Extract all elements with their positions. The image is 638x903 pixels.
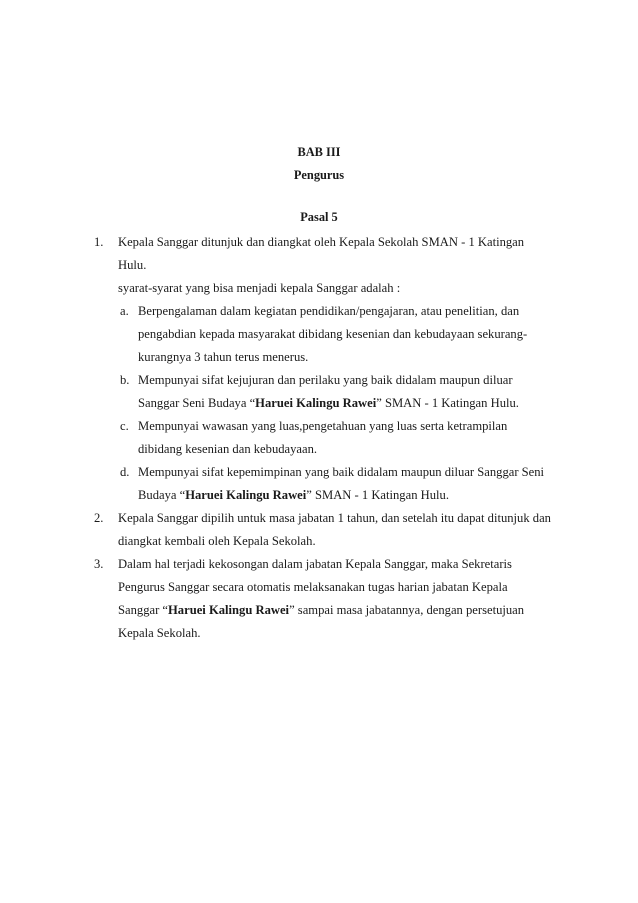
- chapter-heading: BAB III: [297, 145, 341, 159]
- list-item-text: Kepala Sekolah.: [118, 626, 201, 640]
- sublist-marker: b.: [120, 373, 130, 387]
- sanggar-name: Haruei Kalingu Rawei: [168, 603, 290, 617]
- list-marker: 1.: [94, 235, 104, 249]
- list-item-text: Pengurus Sanggar secara otomatis melaksanakan tugas harian jabatan Kepala: [118, 580, 508, 594]
- sublist-item-text: Mempunyai sifat kejujuran dan perilaku yang baik didalam maupun diluar: [138, 373, 513, 387]
- sublist-item-text: Budaya “Haruei Kalingu Rawei” SMAN - 1 Katingan Hulu.: [138, 488, 449, 502]
- sublist-item-text: Mempunyai wawasan yang luas,pengetahuan yang luas serta ketrampilan: [138, 419, 508, 433]
- sublist-marker: d.: [120, 465, 130, 479]
- sublist-item-text: pengabdian kepada masyarakat dibidang kesenian dan kebudayaan sekurang-: [138, 327, 528, 341]
- sublist-item-text: Mempunyai sifat kepemimpinan yang baik didalam maupun diluar Sanggar Seni: [138, 465, 545, 479]
- list-item-text: Hulu.: [118, 258, 147, 272]
- list-item-text: syarat-syarat yang bisa menjadi kepala Sanggar adalah :: [118, 281, 401, 295]
- chapter-title: Pengurus: [293, 168, 345, 182]
- list-item-text: Kepala Sanggar ditunjuk dan diangkat oleh Kepala Sekolah SMAN - 1 Katingan: [118, 235, 525, 249]
- sublist-marker: c.: [120, 419, 129, 433]
- sublist-item-text: Berpengalaman dalam kegiatan pendidikan/pengajaran, atau penelitian, dan: [138, 304, 520, 318]
- sublist-marker: a.: [120, 304, 129, 318]
- list-item-text: Dalam hal terjadi kekosongan dalam jabatan Kepala Sanggar, maka Sekretaris: [118, 557, 512, 571]
- sublist-item-text: kurangnya 3 tahun terus menerus.: [138, 350, 309, 364]
- list-item-text: Sanggar “Haruei Kalingu Rawei” sampai masa jabatannya, dengan persetujuan: [118, 603, 525, 617]
- list-item-text: diangkat kembali oleh Kepala Sekolah.: [118, 534, 316, 548]
- sanggar-name: Haruei Kalingu Rawei: [185, 488, 307, 502]
- sublist-item-text: dibidang kesenian dan kebudayaan.: [138, 442, 318, 456]
- list-item-text: Kepala Sanggar dipilih untuk masa jabatan 1 tahun, dan setelah itu dapat ditunjuk dan: [118, 511, 551, 525]
- sanggar-name: Haruei Kalingu Rawei: [255, 396, 377, 410]
- list-marker: 2.: [94, 511, 104, 525]
- article-heading: Pasal 5: [300, 210, 338, 224]
- sublist-item-text: Sanggar Seni Budaya “Haruei Kalingu Rawei” SMAN - 1 Katingan Hulu.: [138, 396, 519, 410]
- list-marker: 3.: [94, 557, 104, 571]
